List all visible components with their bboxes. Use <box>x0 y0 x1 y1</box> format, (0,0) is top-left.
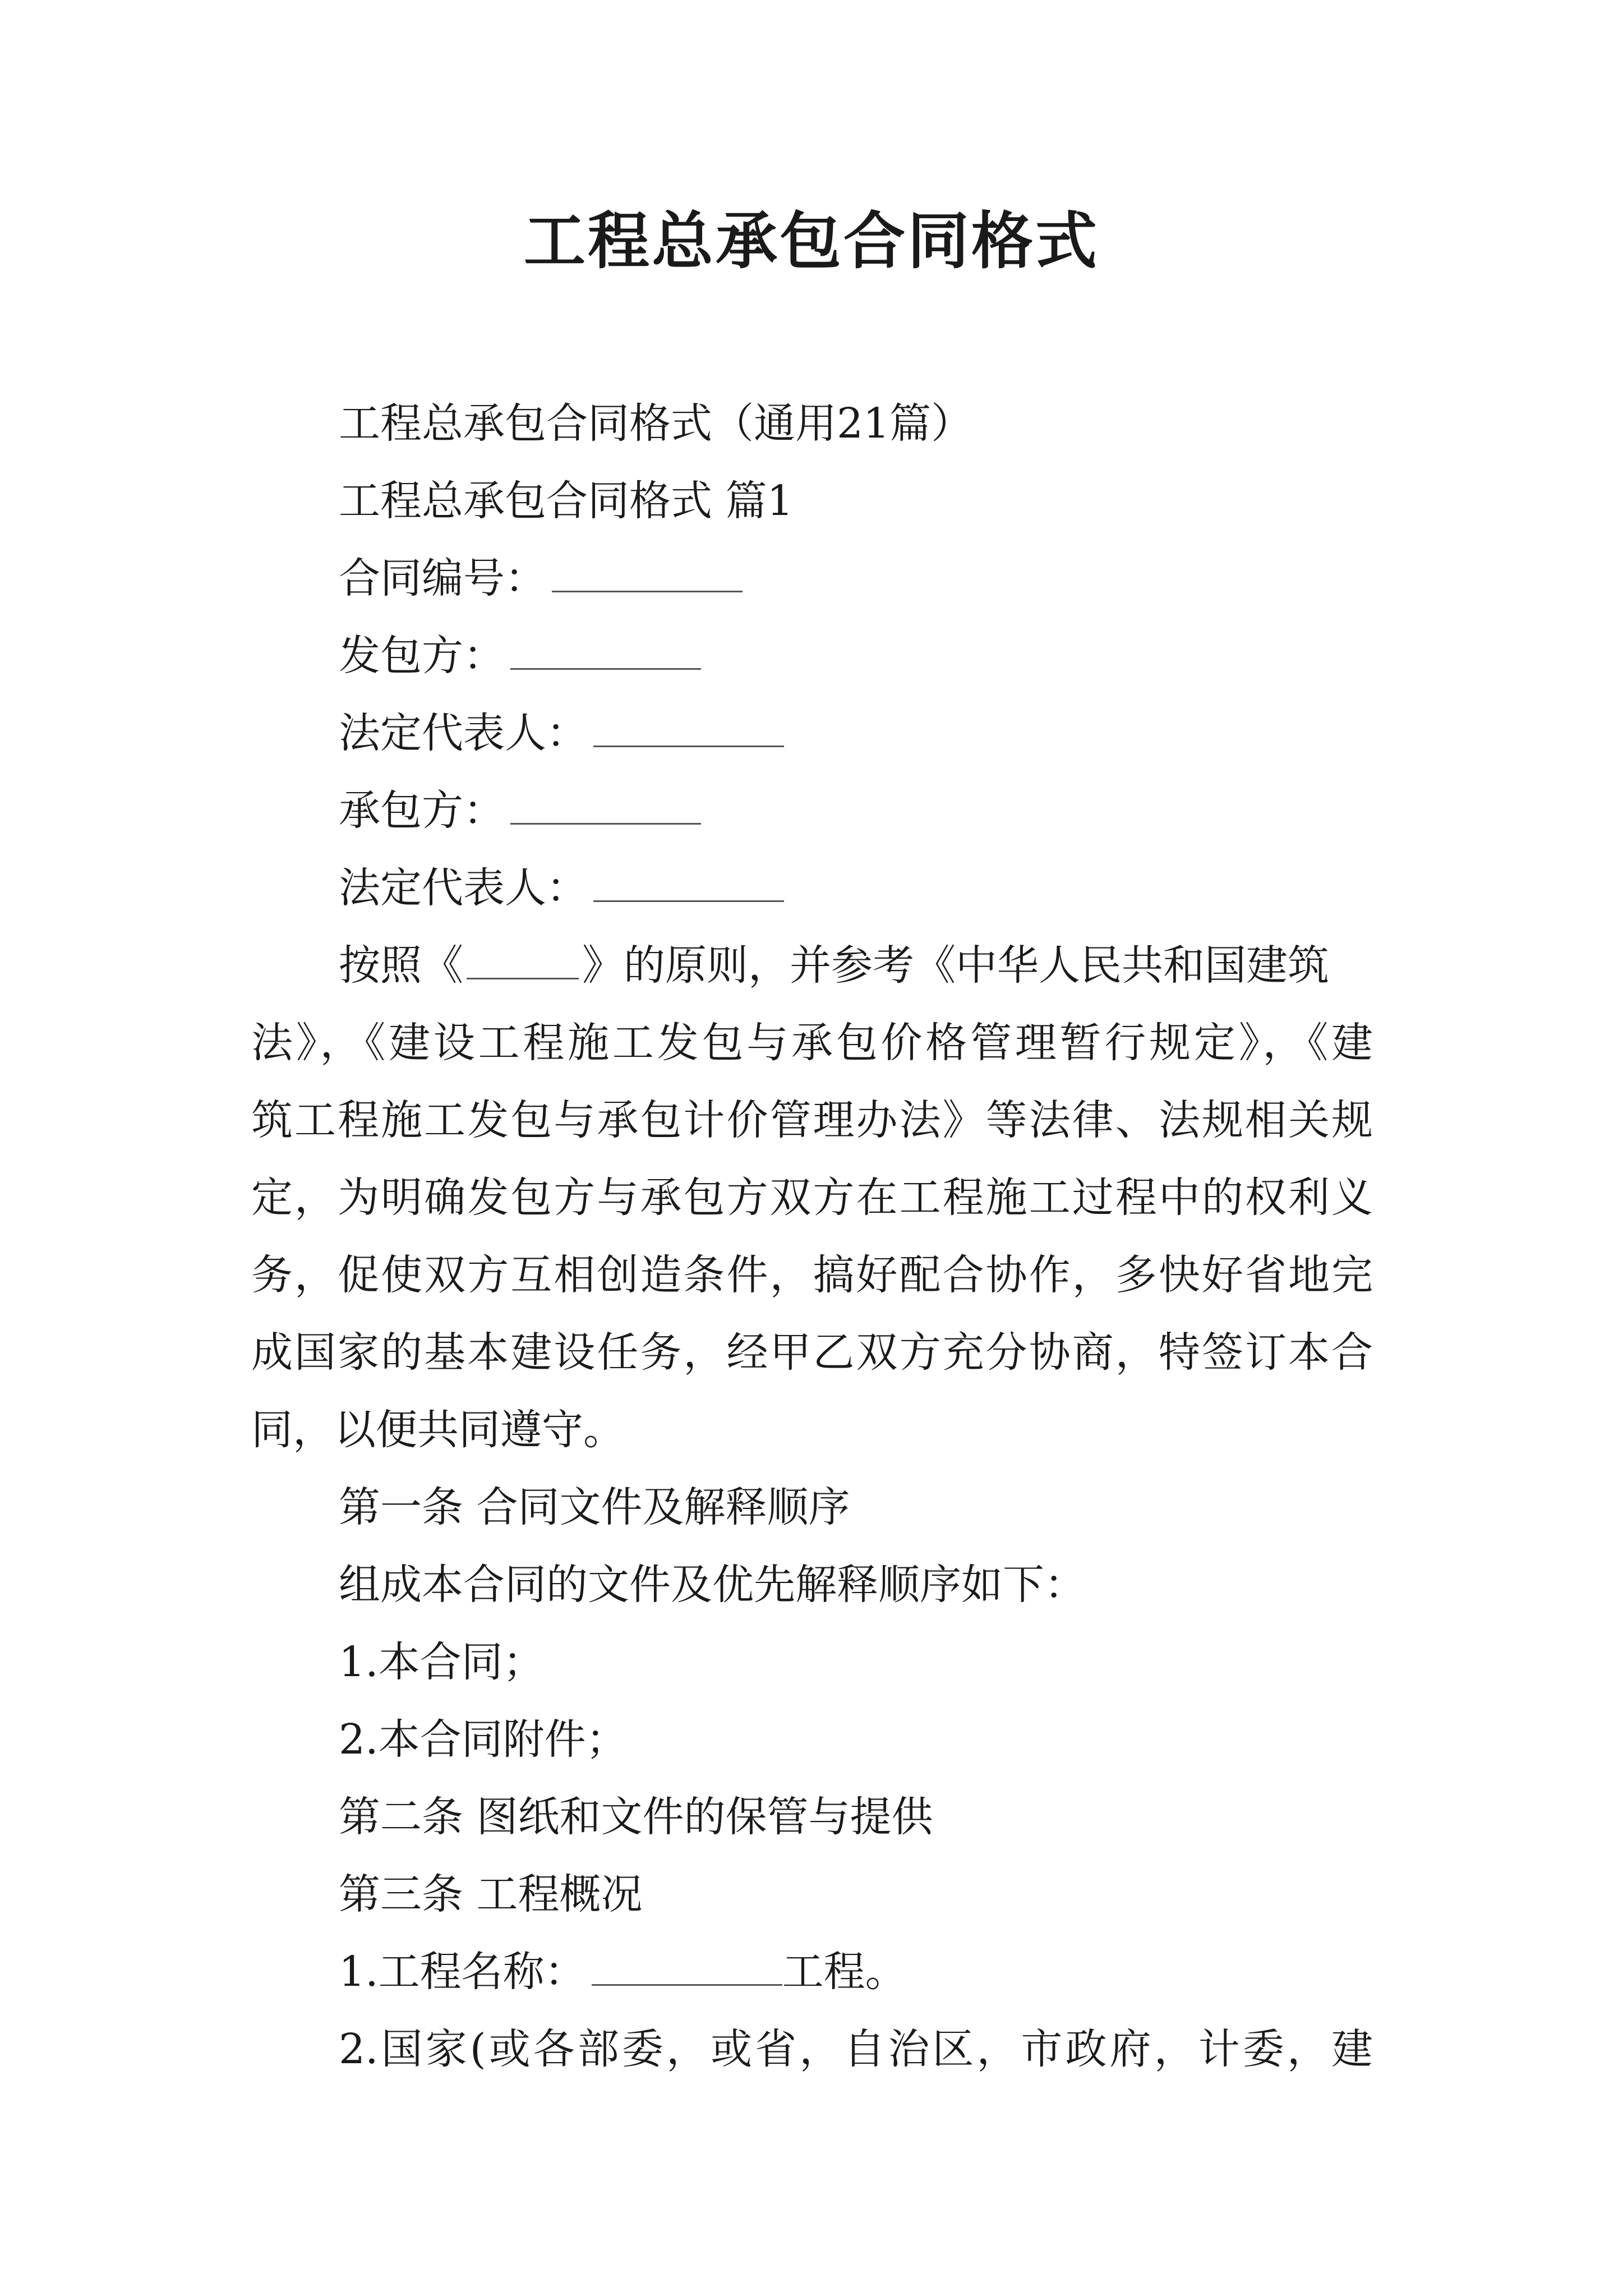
field-label: 合同编号： <box>339 554 546 602</box>
article-heading: 第一条 合同文件及解释顺序 <box>339 1483 850 1531</box>
field-employer <box>251 617 1373 694</box>
field-contractor <box>251 772 1373 849</box>
list-item: 2.本合同附件； <box>339 1715 628 1764</box>
blank-line <box>552 557 743 592</box>
preamble-line: 成国家的基本建设任务，经甲乙双方充分协商，特签订本合 <box>251 1328 1373 1377</box>
blank-line <box>467 944 579 979</box>
document-title: 工程总承包合同格式 <box>524 205 1099 277</box>
field-employer-rep <box>251 694 1373 772</box>
field-label: 法定代表人： <box>339 864 588 912</box>
blank-line <box>592 1950 782 1986</box>
field-contract-no <box>251 540 1373 617</box>
list-item <box>251 1933 1373 2010</box>
article-heading: 第二条 图纸和文件的保管与提供 <box>339 1793 933 1841</box>
field-contractor-rep <box>251 849 1373 927</box>
subtitle: 工程总承包合同格式（通用21篇） <box>339 399 973 448</box>
document-body <box>251 385 1373 2088</box>
field-label: 法定代表人： <box>339 709 588 757</box>
blank-line <box>510 634 701 670</box>
preamble-line: 筑工程施工发包与承包计价管理办法》等法律、法规相关规 <box>251 1096 1373 1144</box>
list-item: 1.本合同； <box>339 1638 545 1686</box>
item-suffix: 工程。 <box>782 1948 907 1996</box>
section-heading: 工程总承包合同格式 篇1 <box>339 477 794 525</box>
field-label: 发包方： <box>339 632 505 680</box>
item-prefix: 1.工程名称： <box>339 1948 586 1996</box>
list-item: 2.国家(或各部委，或省，自治区，市政府，计委，建 <box>339 2025 1373 2073</box>
article-heading: 第三条 工程概况 <box>339 1870 643 1918</box>
preamble-text: 按照《 <box>339 941 463 990</box>
blank-line <box>510 789 701 825</box>
preamble-last-line: 同，以便共同遵守。 <box>251 1406 625 1454</box>
field-label: 承包方： <box>339 786 505 835</box>
preamble-line: 定，为明确发包方与承包方双方在工程施工过程中的权利义 <box>251 1174 1373 1222</box>
preamble-first-line <box>251 927 1373 1004</box>
preamble-line: 务，促使双方互相创造条件，搞好配合协作，多快好省地完 <box>251 1251 1373 1299</box>
preamble-line: 法》，《建设工程施工发包与承包价格管理暂行规定》，《建 <box>251 1019 1373 1067</box>
blank-line <box>593 712 784 747</box>
blank-line <box>593 867 784 902</box>
preamble-text: 》的原则，并参考《中华人民共和国建筑 <box>582 941 1329 990</box>
article-intro: 组成本合同的文件及优先解释顺序如下： <box>339 1561 1086 1609</box>
